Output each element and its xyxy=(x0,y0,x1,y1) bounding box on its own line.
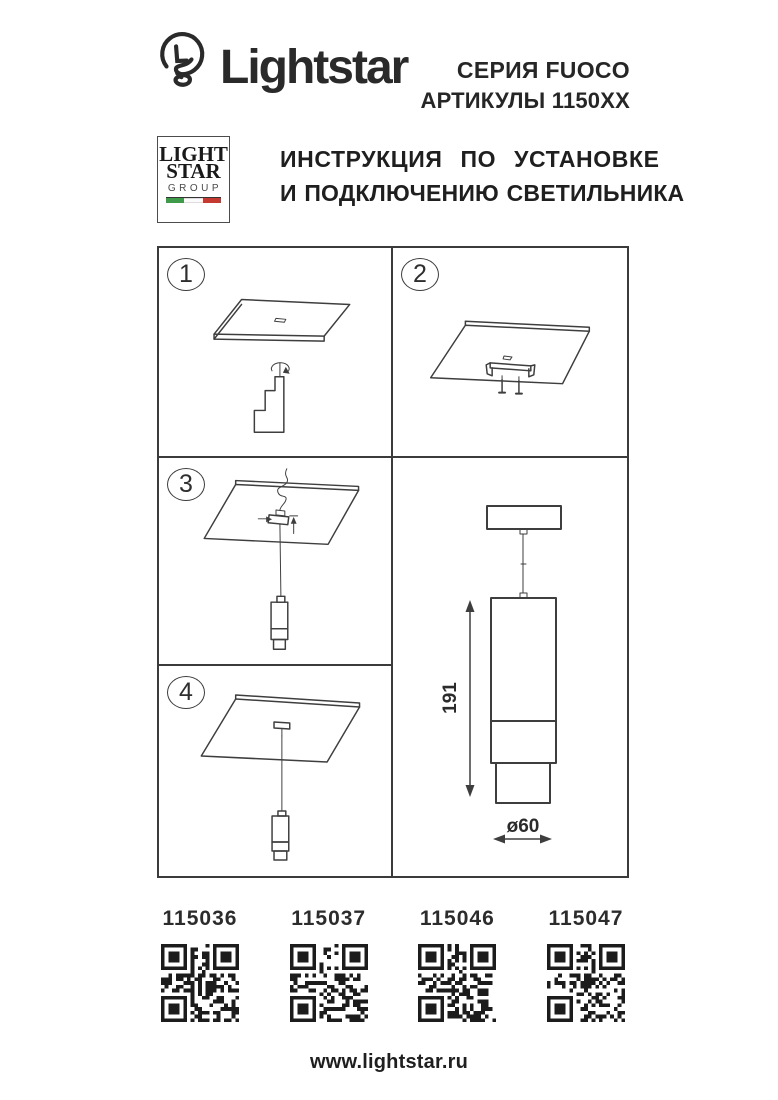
lightstar-bulb-icon xyxy=(150,31,216,111)
article-code: 115036 xyxy=(162,907,238,930)
article-115046 xyxy=(414,907,500,1022)
article-range: АРТИКУЛЫ 1150XX xyxy=(420,88,630,113)
badge-word-star: STAR xyxy=(166,159,221,183)
step-4-number: 4 xyxy=(167,676,205,709)
badge-word-light: LIGHT xyxy=(159,142,228,166)
height-dimension-label: 191 xyxy=(440,682,461,714)
title-line-2: И ПОДКЛЮЧЕНИЮ СВЕТИЛЬНИКА xyxy=(280,180,685,206)
article-code: 115047 xyxy=(548,907,624,930)
article-115036 xyxy=(157,907,243,1022)
diameter-dimension-label: ø60 xyxy=(506,816,540,837)
dimensions-panel xyxy=(393,458,627,876)
brand-name: Lightstar xyxy=(220,41,408,94)
article-115047 xyxy=(543,907,629,1022)
qr-code xyxy=(418,944,496,1022)
step-2-panel xyxy=(393,248,627,458)
qr-code xyxy=(161,944,239,1022)
articles-row xyxy=(157,907,629,1022)
qr-code xyxy=(290,944,368,1022)
title-line-1: ИНСТРУКЦИЯ ПО УСТАНОВКЕ xyxy=(280,146,660,172)
article-115037 xyxy=(286,907,372,1022)
italian-flag-bar xyxy=(166,197,221,205)
footer xyxy=(0,1051,778,1074)
step-2-number: 2 xyxy=(401,258,439,291)
step-3-panel xyxy=(159,458,393,666)
step-3-number: 3 xyxy=(167,468,205,501)
step-1-panel xyxy=(159,248,393,458)
article-code: 115037 xyxy=(291,907,367,930)
qr-code xyxy=(547,944,625,1022)
lightstar-group-badge xyxy=(157,136,230,223)
badge-word-group: GROUP xyxy=(167,183,223,194)
instruction-steps-grid xyxy=(157,246,629,878)
dimension-drawing xyxy=(393,458,627,876)
step-1-number: 1 xyxy=(167,258,205,291)
step-4-panel xyxy=(159,666,393,876)
page-title xyxy=(280,146,685,207)
website-url: www.lightstar.ru xyxy=(309,1051,469,1073)
article-code: 115046 xyxy=(419,907,495,930)
series-name: СЕРИЯ FUOCO xyxy=(456,57,630,83)
series-block xyxy=(420,59,630,112)
